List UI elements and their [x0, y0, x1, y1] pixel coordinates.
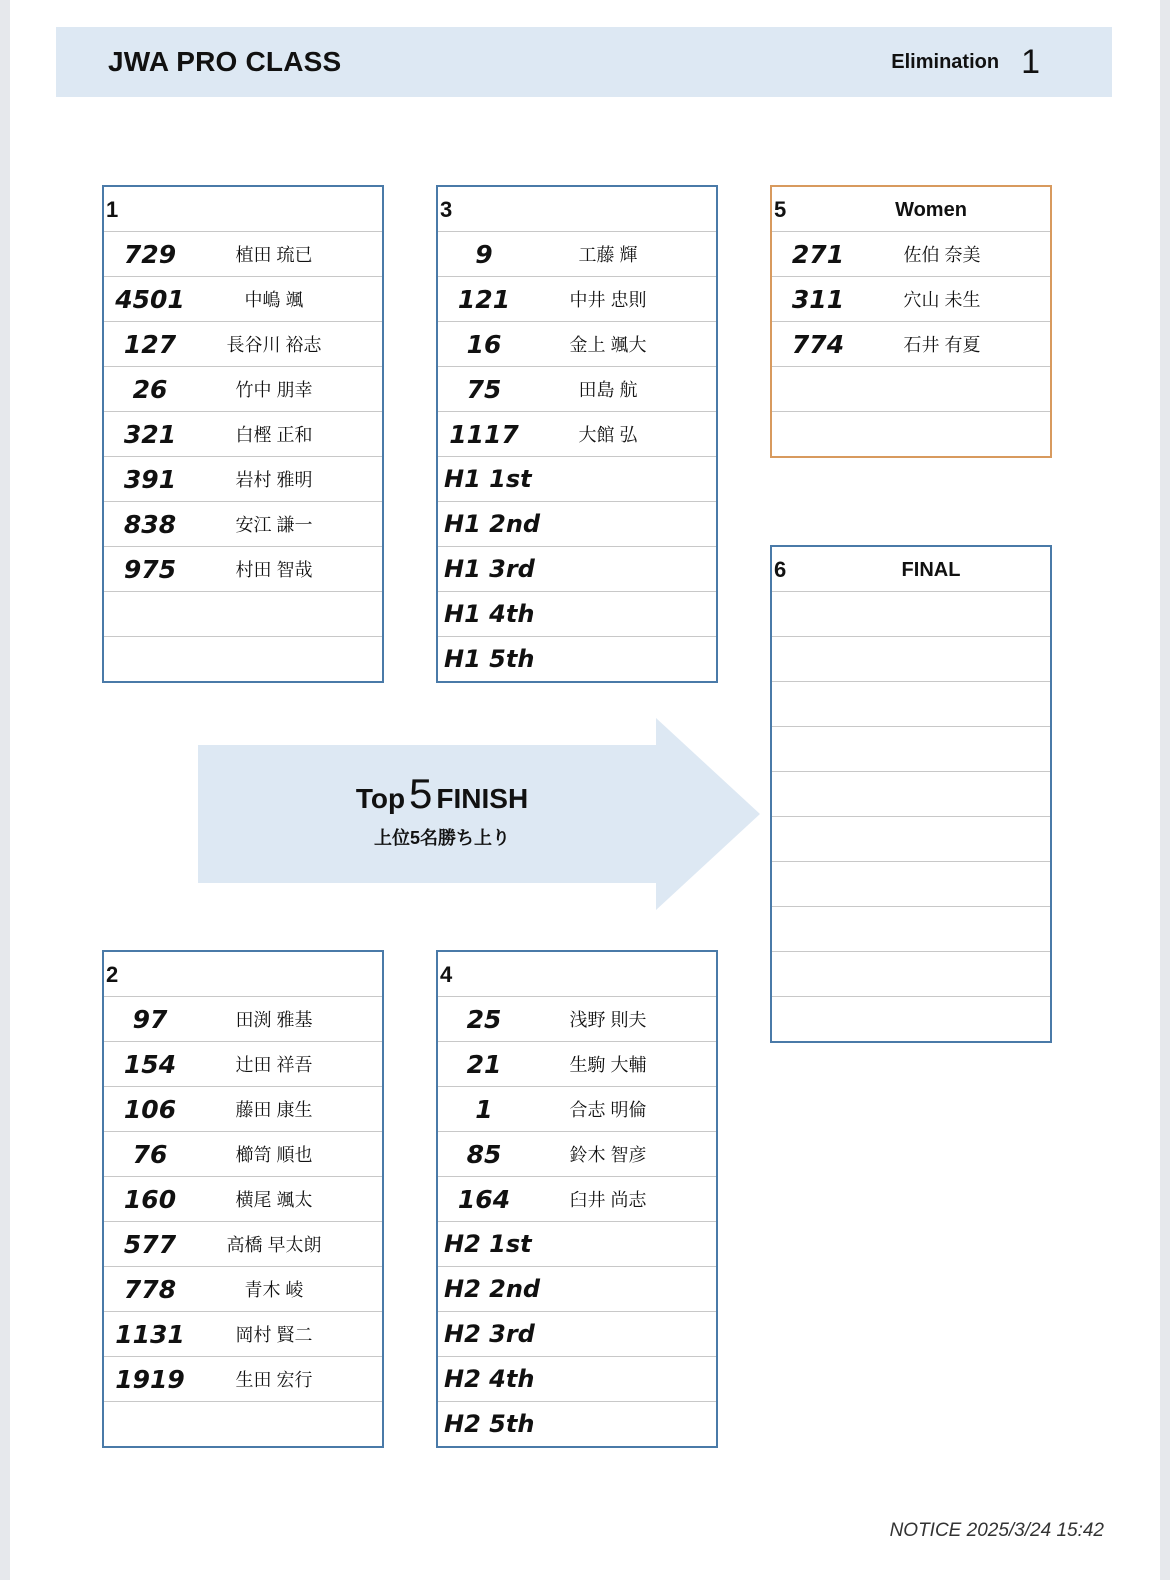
advance-slot-label: H1 4th — [444, 600, 535, 628]
heat-box-1 — [102, 185, 384, 683]
table-row — [772, 951, 1050, 996]
table-row — [438, 1221, 716, 1266]
advance-subtitle: 上位5名勝ち上り — [373, 828, 510, 848]
heat-header — [438, 187, 716, 231]
bib-number: 9 — [475, 239, 493, 269]
bib-number: 26 — [132, 374, 168, 404]
table-row — [772, 276, 1050, 321]
bib-number: 577 — [123, 1229, 177, 1259]
rider-name: 青木 崚 — [244, 1280, 304, 1300]
bib-number: 76 — [132, 1139, 168, 1169]
heat-header — [104, 187, 382, 231]
table-row — [438, 1401, 716, 1446]
table-row — [104, 1311, 382, 1356]
heat-number: 4 — [440, 962, 453, 987]
table-row — [438, 366, 716, 411]
table-row — [104, 276, 382, 321]
table-row — [772, 411, 1050, 456]
rider-name: 生駒 大輔 — [569, 1055, 647, 1075]
table-row — [104, 1086, 382, 1131]
table-row — [438, 591, 716, 636]
heat-number: 3 — [440, 197, 453, 222]
table-row — [104, 996, 382, 1041]
heat-number: 6 — [774, 557, 787, 582]
table-row — [438, 1131, 716, 1176]
rider-name: 櫛笥 順也 — [235, 1145, 313, 1165]
table-row — [772, 636, 1050, 681]
bib-number: 311 — [791, 284, 845, 314]
bib-number: 729 — [123, 239, 177, 269]
table-row — [438, 1176, 716, 1221]
table-row — [104, 591, 382, 636]
heat-header — [772, 187, 1050, 231]
advance-slot-label: H1 3rd — [444, 555, 535, 583]
heat-box-women — [770, 185, 1052, 458]
bib-number: 391 — [123, 464, 177, 494]
table-row — [438, 321, 716, 366]
table-row — [104, 366, 382, 411]
bib-number: 271 — [791, 239, 845, 269]
table-row — [772, 591, 1050, 636]
advance-headline — [198, 770, 686, 818]
bib-number: 778 — [123, 1274, 177, 1304]
advance-slot-label: H2 5th — [444, 1410, 535, 1438]
table-row — [104, 1041, 382, 1086]
rider-name: 大館 弘 — [578, 425, 638, 445]
table-row — [438, 636, 716, 681]
table-row — [438, 411, 716, 456]
table-row — [772, 321, 1050, 366]
table-row — [772, 231, 1050, 276]
rider-name: 臼井 尚志 — [569, 1190, 647, 1210]
table-row — [438, 546, 716, 591]
bib-number: 1919 — [115, 1364, 185, 1394]
table-row — [104, 1176, 382, 1221]
rider-name: 藤田 康生 — [235, 1100, 313, 1120]
table-row — [438, 276, 716, 321]
rider-name: 穴山 未生 — [903, 290, 981, 310]
sheet — [10, 0, 1160, 1580]
rider-name: 合志 明倫 — [569, 1100, 647, 1120]
table-row — [104, 1266, 382, 1311]
heat-number: 2 — [106, 962, 119, 987]
bib-number: 121 — [457, 284, 511, 314]
page-title: JWA PRO CLASS — [108, 46, 342, 77]
elimination-number: 1 — [1021, 42, 1040, 81]
bib-number: 838 — [123, 509, 177, 539]
elimination-info — [891, 27, 1040, 97]
table-row — [772, 816, 1050, 861]
rider-name: 金上 颯大 — [569, 335, 647, 355]
heat-header — [772, 547, 1050, 591]
table-row — [438, 1311, 716, 1356]
advance-slot-label: H1 1st — [444, 465, 532, 493]
bib-number: 321 — [123, 419, 177, 449]
bib-number: 1131 — [115, 1319, 185, 1349]
rider-name: 辻田 祥吾 — [235, 1055, 313, 1075]
table-row — [104, 456, 382, 501]
bib-number: 16 — [466, 329, 502, 359]
advance-top: Top — [355, 783, 406, 814]
table-row — [104, 411, 382, 456]
rider-name: 白樫 正和 — [235, 425, 313, 445]
table-row — [772, 906, 1050, 951]
rider-name: 生田 宏行 — [235, 1370, 313, 1390]
rider-name: 石井 有夏 — [903, 335, 981, 355]
advance-number: 5 — [409, 770, 433, 817]
table-row — [438, 1356, 716, 1401]
heat-header — [438, 952, 716, 996]
heat-box-4 — [436, 950, 718, 1448]
table-row — [438, 996, 716, 1041]
heat-label: Women — [895, 199, 967, 221]
rider-name: 長谷川 裕志 — [226, 335, 322, 355]
rider-name: 田島 航 — [578, 380, 638, 400]
rider-name: 工藤 輝 — [578, 245, 638, 265]
table-row — [104, 231, 382, 276]
rider-name: 中嶋 颯 — [244, 290, 304, 310]
table-row — [104, 1401, 382, 1446]
table-row — [772, 996, 1050, 1041]
table-row — [104, 636, 382, 681]
heat-number: 1 — [106, 197, 119, 222]
table-row — [438, 456, 716, 501]
advance-finish: FINISH — [436, 783, 529, 814]
heat-box-2 — [102, 950, 384, 1448]
table-row — [104, 321, 382, 366]
heat-label: FINAL — [901, 559, 961, 581]
bib-number: 127 — [123, 329, 177, 359]
rider-name: 竹中 朋幸 — [235, 380, 313, 400]
rider-name: 横尾 颯太 — [235, 1190, 313, 1210]
heat-number: 5 — [774, 197, 787, 222]
advance-slot-label: H1 2nd — [444, 510, 541, 538]
advance-slot-label: H2 3rd — [444, 1320, 535, 1348]
bib-number: 160 — [123, 1184, 177, 1214]
table-row — [438, 1041, 716, 1086]
heat-header — [104, 952, 382, 996]
table-row — [104, 1356, 382, 1401]
table-row — [772, 366, 1050, 411]
header-bar — [56, 27, 1112, 97]
bib-number: 4501 — [115, 284, 185, 314]
table-row — [104, 501, 382, 546]
rider-name: 安江 謙一 — [235, 515, 313, 535]
table-row — [772, 771, 1050, 816]
advance-slot-label: H2 1st — [444, 1230, 532, 1258]
notice-timestamp: NOTICE 2025/3/24 15:42 — [889, 1520, 1104, 1541]
table-row — [772, 726, 1050, 771]
table-row — [104, 1131, 382, 1176]
elimination-label: Elimination — [891, 50, 1000, 73]
bib-number: 164 — [457, 1184, 511, 1214]
rider-name: 植田 琉已 — [235, 245, 313, 265]
bib-number: 1117 — [449, 419, 519, 449]
bib-number: 1 — [475, 1094, 493, 1124]
advance-slot-label: H2 4th — [444, 1365, 535, 1393]
table-row — [772, 861, 1050, 906]
rider-name: 村田 智哉 — [235, 560, 313, 580]
rider-name: 鈴木 智彦 — [569, 1145, 647, 1165]
table-row — [438, 1266, 716, 1311]
table-row — [438, 1086, 716, 1131]
rider-name: 中井 忠則 — [569, 290, 647, 310]
table-row — [772, 681, 1050, 726]
bib-number: 21 — [466, 1049, 502, 1079]
heat-box-final — [770, 545, 1052, 1043]
bib-number: 975 — [123, 554, 177, 584]
rider-name: 浅野 則夫 — [569, 1010, 647, 1030]
rider-name: 高橋 早太朗 — [226, 1235, 322, 1255]
bib-number: 25 — [466, 1004, 502, 1034]
advance-slot-label: H1 5th — [444, 645, 535, 673]
table-row — [438, 231, 716, 276]
rider-name: 田渕 雅基 — [235, 1010, 313, 1030]
rider-name: 佐伯 奈美 — [903, 245, 981, 265]
table-row — [104, 1221, 382, 1266]
advance-text — [198, 770, 686, 850]
table-row — [438, 501, 716, 546]
rider-name: 岡村 賢二 — [235, 1325, 313, 1345]
bib-number: 774 — [791, 329, 845, 359]
advance-slot-label: H2 2nd — [444, 1275, 541, 1303]
bib-number: 85 — [466, 1139, 502, 1169]
table-row — [104, 546, 382, 591]
bib-number: 97 — [132, 1004, 168, 1034]
rider-name: 岩村 雅明 — [235, 470, 313, 490]
bib-number: 106 — [123, 1094, 177, 1124]
bib-number: 154 — [123, 1049, 177, 1079]
heat-box-3 — [436, 185, 718, 683]
bib-number: 75 — [466, 374, 502, 404]
